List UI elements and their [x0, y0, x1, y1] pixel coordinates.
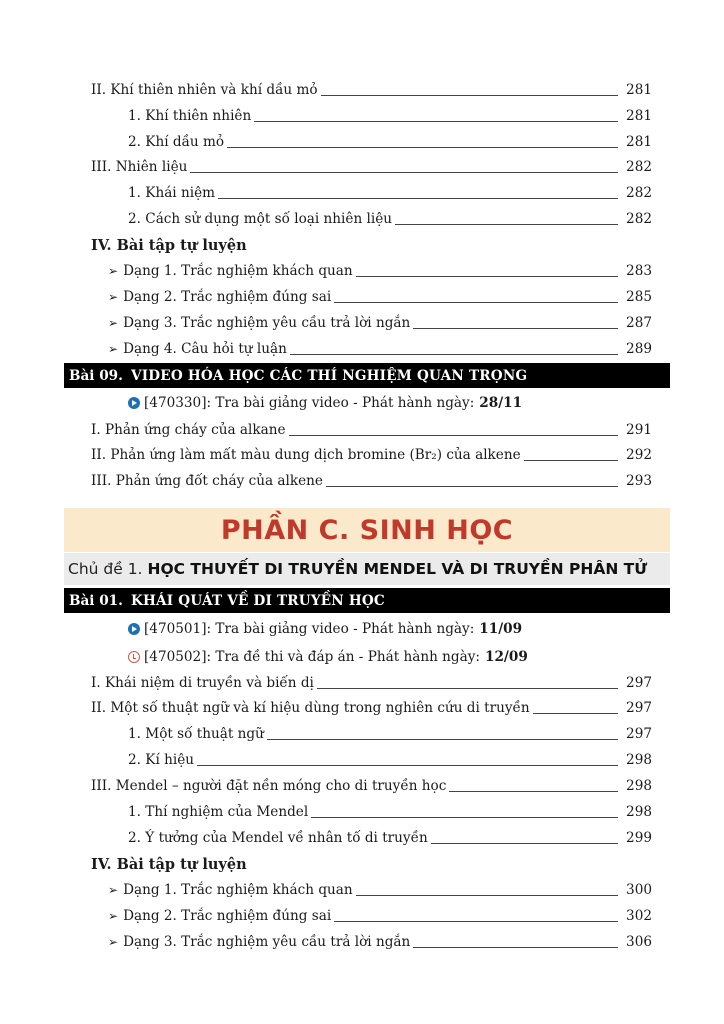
toc-entry-label: III. Mendel – người đặt nền móng cho di truyền học	[91, 778, 447, 794]
video-link[interactable]	[128, 617, 522, 641]
lesson-header	[64, 588, 670, 613]
lesson-number: Bài 01.	[69, 592, 123, 609]
toc-entry-label: 2. Ý tưởng của Mendel về nhân tố di truyền	[128, 830, 428, 846]
toc-entry-label: 1. Một số thuật ngữ	[128, 726, 264, 742]
leader-line	[334, 302, 618, 303]
toc-entry[interactable]	[0, 311, 724, 335]
leader-line	[311, 817, 618, 818]
leader-line	[356, 895, 618, 896]
toc-entry-label: I. Khái niệm di truyền và biến dị	[91, 675, 314, 691]
toc-entry-label: Dạng 3. Trắc nghiệm yêu cầu trả lời ngắn	[123, 934, 411, 950]
release-date: 12/09	[485, 649, 528, 665]
leader-line	[254, 121, 618, 122]
leader-line	[290, 354, 618, 355]
toc-entry[interactable]	[0, 337, 724, 361]
leader-line	[197, 765, 618, 766]
practice-heading: IV. Bài tập tự luyện	[91, 236, 247, 254]
toc-entry-label: 1. Thí nghiệm của Mendel	[128, 804, 309, 820]
practice-heading: IV. Bài tập tự luyện	[91, 855, 247, 873]
leader-line	[431, 843, 618, 844]
release-date: 11/09	[479, 621, 523, 637]
toc-entry[interactable]	[0, 181, 724, 205]
toc-entry[interactable]	[0, 878, 724, 902]
toc-entry-label: 2. Kí hiệu	[128, 752, 195, 768]
lesson-number: Bài 09.	[69, 367, 123, 384]
leader-line	[395, 224, 618, 225]
toc-entry-page: 297	[626, 675, 652, 691]
toc-entry-label: Dạng 2. Trắc nghiệm đúng sai	[123, 289, 332, 305]
toc-entry[interactable]	[0, 130, 724, 154]
toc-entry-label: Dạng 3. Trắc nghiệm yêu cầu trả lời ngắn	[123, 315, 411, 331]
leader-line	[326, 486, 618, 487]
toc-entry-page: 298	[626, 804, 652, 820]
leader-line	[321, 95, 618, 96]
exam-link[interactable]	[128, 645, 528, 669]
toc-entry-page: 282	[626, 185, 652, 201]
arrow-bullet-icon: ➢	[108, 290, 119, 304]
toc-entry-label: III. Phản ứng đốt cháy của alkene	[91, 473, 323, 489]
leader-line	[317, 688, 618, 689]
toc-entry[interactable]	[0, 671, 724, 695]
topic-header	[64, 553, 670, 585]
arrow-bullet-icon: ➢	[108, 883, 119, 897]
leader-line	[289, 435, 619, 436]
release-date: 28/11	[479, 395, 523, 411]
video-link-text: [470330]: Tra bài giảng video - Phát hành ngày:	[144, 395, 475, 411]
arrow-bullet-icon: ➢	[108, 264, 119, 278]
exam-link-text: [470502]: Tra đề thi và đáp án - Phát hành ngày:	[144, 649, 480, 665]
toc-entry-label: 1. Khái niệm	[128, 185, 216, 201]
arrow-bullet-icon: ➢	[108, 909, 119, 923]
toc-entry[interactable]	[0, 418, 724, 442]
arrow-bullet-icon: ➢	[108, 316, 119, 330]
toc-entry[interactable]	[0, 930, 724, 954]
topic-prefix: Chủ đề 1.	[68, 560, 143, 578]
toc-entry[interactable]	[0, 748, 724, 772]
toc-entry[interactable]	[0, 774, 724, 798]
toc-entry-page: 306	[626, 934, 652, 950]
toc-entry[interactable]	[0, 469, 724, 493]
toc-entry[interactable]	[0, 904, 724, 928]
leader-line	[190, 172, 618, 173]
toc-entry-label: Dạng 4. Câu hỏi tự luận	[123, 341, 287, 357]
toc-entry-label: 1. Khí thiên nhiên	[128, 108, 252, 124]
lesson-header	[64, 363, 670, 388]
toc-entry-page: 281	[626, 82, 652, 98]
arrow-bullet-icon: ➢	[108, 935, 119, 949]
toc-entry-page: 299	[626, 830, 652, 846]
leader-line	[533, 713, 618, 714]
toc-entry-page: 289	[626, 341, 652, 357]
toc-entry-page: 292	[626, 447, 652, 463]
part-title: PHẦN C. SINH HỌC	[220, 514, 514, 546]
toc-entry-page: 282	[626, 211, 652, 227]
toc-entry-label: Dạng 2. Trắc nghiệm đúng sai	[123, 908, 332, 924]
play-icon	[128, 397, 140, 409]
toc-entry[interactable]	[0, 696, 724, 720]
toc-entry-label: Dạng 1. Trắc nghiệm khách quan	[123, 263, 353, 279]
toc-entry-page: 281	[626, 108, 652, 124]
toc-entry-page: 291	[626, 422, 652, 438]
toc-entry-page: 300	[626, 882, 652, 898]
toc-entry-page: 298	[626, 752, 652, 768]
play-icon	[128, 623, 140, 635]
leader-line	[218, 198, 618, 199]
toc-entry-page: 285	[626, 289, 652, 305]
leader-line	[413, 328, 618, 329]
leader-line	[413, 947, 618, 948]
lesson-title: VIDEO HÓA HỌC CÁC THÍ NGHIỆM QUAN TRỌNG	[131, 367, 528, 384]
toc-entry-label: II. Khí thiên nhiên và khí dầu mỏ	[91, 82, 318, 98]
toc-entry[interactable]	[0, 443, 724, 467]
toc-entry-page: 281	[626, 134, 652, 150]
video-link-text: [470501]: Tra bài giảng video - Phát hành ngày:	[144, 621, 475, 637]
toc-entry[interactable]	[0, 800, 724, 824]
toc-entry-page: 282	[626, 159, 652, 175]
toc-entry[interactable]	[0, 78, 724, 102]
toc-entry[interactable]	[0, 259, 724, 283]
leader-line	[334, 921, 618, 922]
lesson-title: KHÁI QUÁT VỀ DI TRUYỀN HỌC	[131, 592, 385, 609]
toc-entry[interactable]	[0, 207, 724, 231]
toc-entry-label: III. Nhiên liệu	[91, 159, 188, 175]
clock-icon	[128, 651, 140, 663]
toc-entry-page: 293	[626, 473, 652, 489]
toc-entry-label: I. Phản ứng cháy của alkane	[91, 422, 286, 438]
toc-entry-label: 2. Cách sử dụng một số loại nhiên liệu	[128, 211, 393, 227]
toc-entry-page: 298	[626, 778, 652, 794]
leader-line	[449, 791, 618, 792]
toc-entry-label: II. Phản ứng làm mất màu dung dịch bromine (Br₂) của alkene	[91, 447, 521, 463]
toc-entry[interactable]	[0, 722, 724, 746]
toc-entry[interactable]	[0, 285, 724, 309]
leader-line	[267, 739, 618, 740]
toc-entry-page: 302	[626, 908, 652, 924]
topic-title: HỌC THUYẾT DI TRUYỀN MENDEL VÀ DI TRUYỀN PHÂN TỬ	[147, 560, 648, 578]
toc-entry[interactable]	[0, 155, 724, 179]
toc-entry-label: Dạng 1. Trắc nghiệm khách quan	[123, 882, 353, 898]
toc-entry-page: 297	[626, 700, 652, 716]
video-link[interactable]	[128, 391, 522, 415]
part-header	[64, 508, 670, 552]
toc-entry-label: II. Một số thuật ngữ và kí hiệu dùng trong nghiên cứu di truyền	[91, 700, 530, 716]
toc-entry-page: 283	[626, 263, 652, 279]
toc-entry-page: 297	[626, 726, 652, 742]
toc-entry-label: 2. Khí dầu mỏ	[128, 134, 225, 150]
toc-entry-page: 287	[626, 315, 652, 331]
arrow-bullet-icon: ➢	[108, 342, 119, 356]
toc-entry[interactable]	[0, 104, 724, 128]
toc-entry[interactable]	[0, 826, 724, 850]
leader-line	[227, 147, 618, 148]
leader-line	[524, 460, 618, 461]
leader-line	[356, 276, 618, 277]
